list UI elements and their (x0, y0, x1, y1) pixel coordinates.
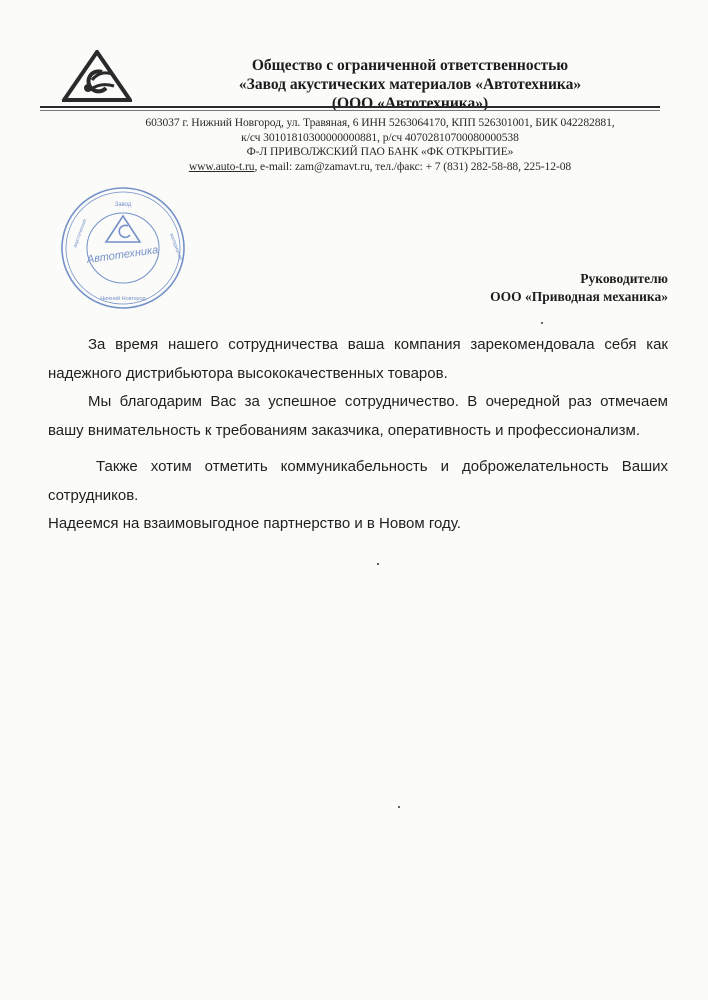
letter-paragraph-2: Мы благодарим Вас за успешное сотрудничество. В очередной раз отмечаем вашу внимательность к требованиям заказчика, оперативность и профессионализм. (48, 393, 668, 439)
svg-text:Завод: Завод (114, 202, 132, 208)
company-name-line2: «Завод акустических материалов «Автотехника» (238, 76, 582, 93)
letter-paragraph-1: За время нашего сотрудничества ваша компания зарекомендовала себя как надежного дистрибьютора высококачественных товаров. (48, 336, 668, 382)
company-stamp-seal (58, 184, 188, 312)
contacts-web-line (60, 160, 700, 175)
scan-speck (541, 322, 543, 324)
addressee-title: Руководителю (580, 271, 668, 286)
company-name-line3: (ООО «Автотехника») (331, 95, 489, 112)
letter-paragraph-3: Также хотим отметить коммуникабельность и доброжелательность Ваших сотрудников. (48, 458, 668, 504)
website-link[interactable]: www.auto-t.ru (188, 159, 255, 173)
contacts-accounts: к/сч 30101810300000000881, р/сч 40702810700080000538 (241, 130, 519, 144)
addressee-block (490, 270, 668, 306)
header-divider (40, 106, 660, 108)
addressee-company: ООО «Приводная механика» (490, 289, 668, 304)
contacts-bank: Ф-Л ПРИВОЛЖСКИЙ ПАО БАНК «ФК ОТКРЫТИЕ» (246, 145, 514, 158)
header-divider-thin (40, 110, 660, 111)
letter-body (48, 331, 668, 539)
stamp-center-text: Автотехника (86, 244, 160, 266)
scan-speck (398, 806, 400, 808)
company-logo-icon (62, 50, 132, 102)
svg-text:материалов: материалов (168, 232, 184, 261)
contacts-address: 603037 г. Нижний Новгород, ул. Травяная, 6 ИНН 5263064170, КПП 526301001, БИК 042282881, (145, 116, 615, 129)
contacts-email-phone: , e-mail: zam@zamavt.ru, тел./факс: + 7 (831) 282-58-88, 225-12-08 (254, 159, 572, 173)
svg-text:Нижний Новгород: Нижний Новгород (100, 296, 146, 302)
svg-text:акустических: акустических (72, 218, 89, 249)
company-contacts (60, 116, 700, 174)
letter-paragraph-4: Надеемся на взаимовыгодное партнерство и в Новом году. (48, 515, 461, 532)
company-name-line1: Общество с ограниченной ответственностью (251, 57, 569, 74)
scan-speck (377, 563, 379, 565)
company-name (180, 56, 640, 113)
